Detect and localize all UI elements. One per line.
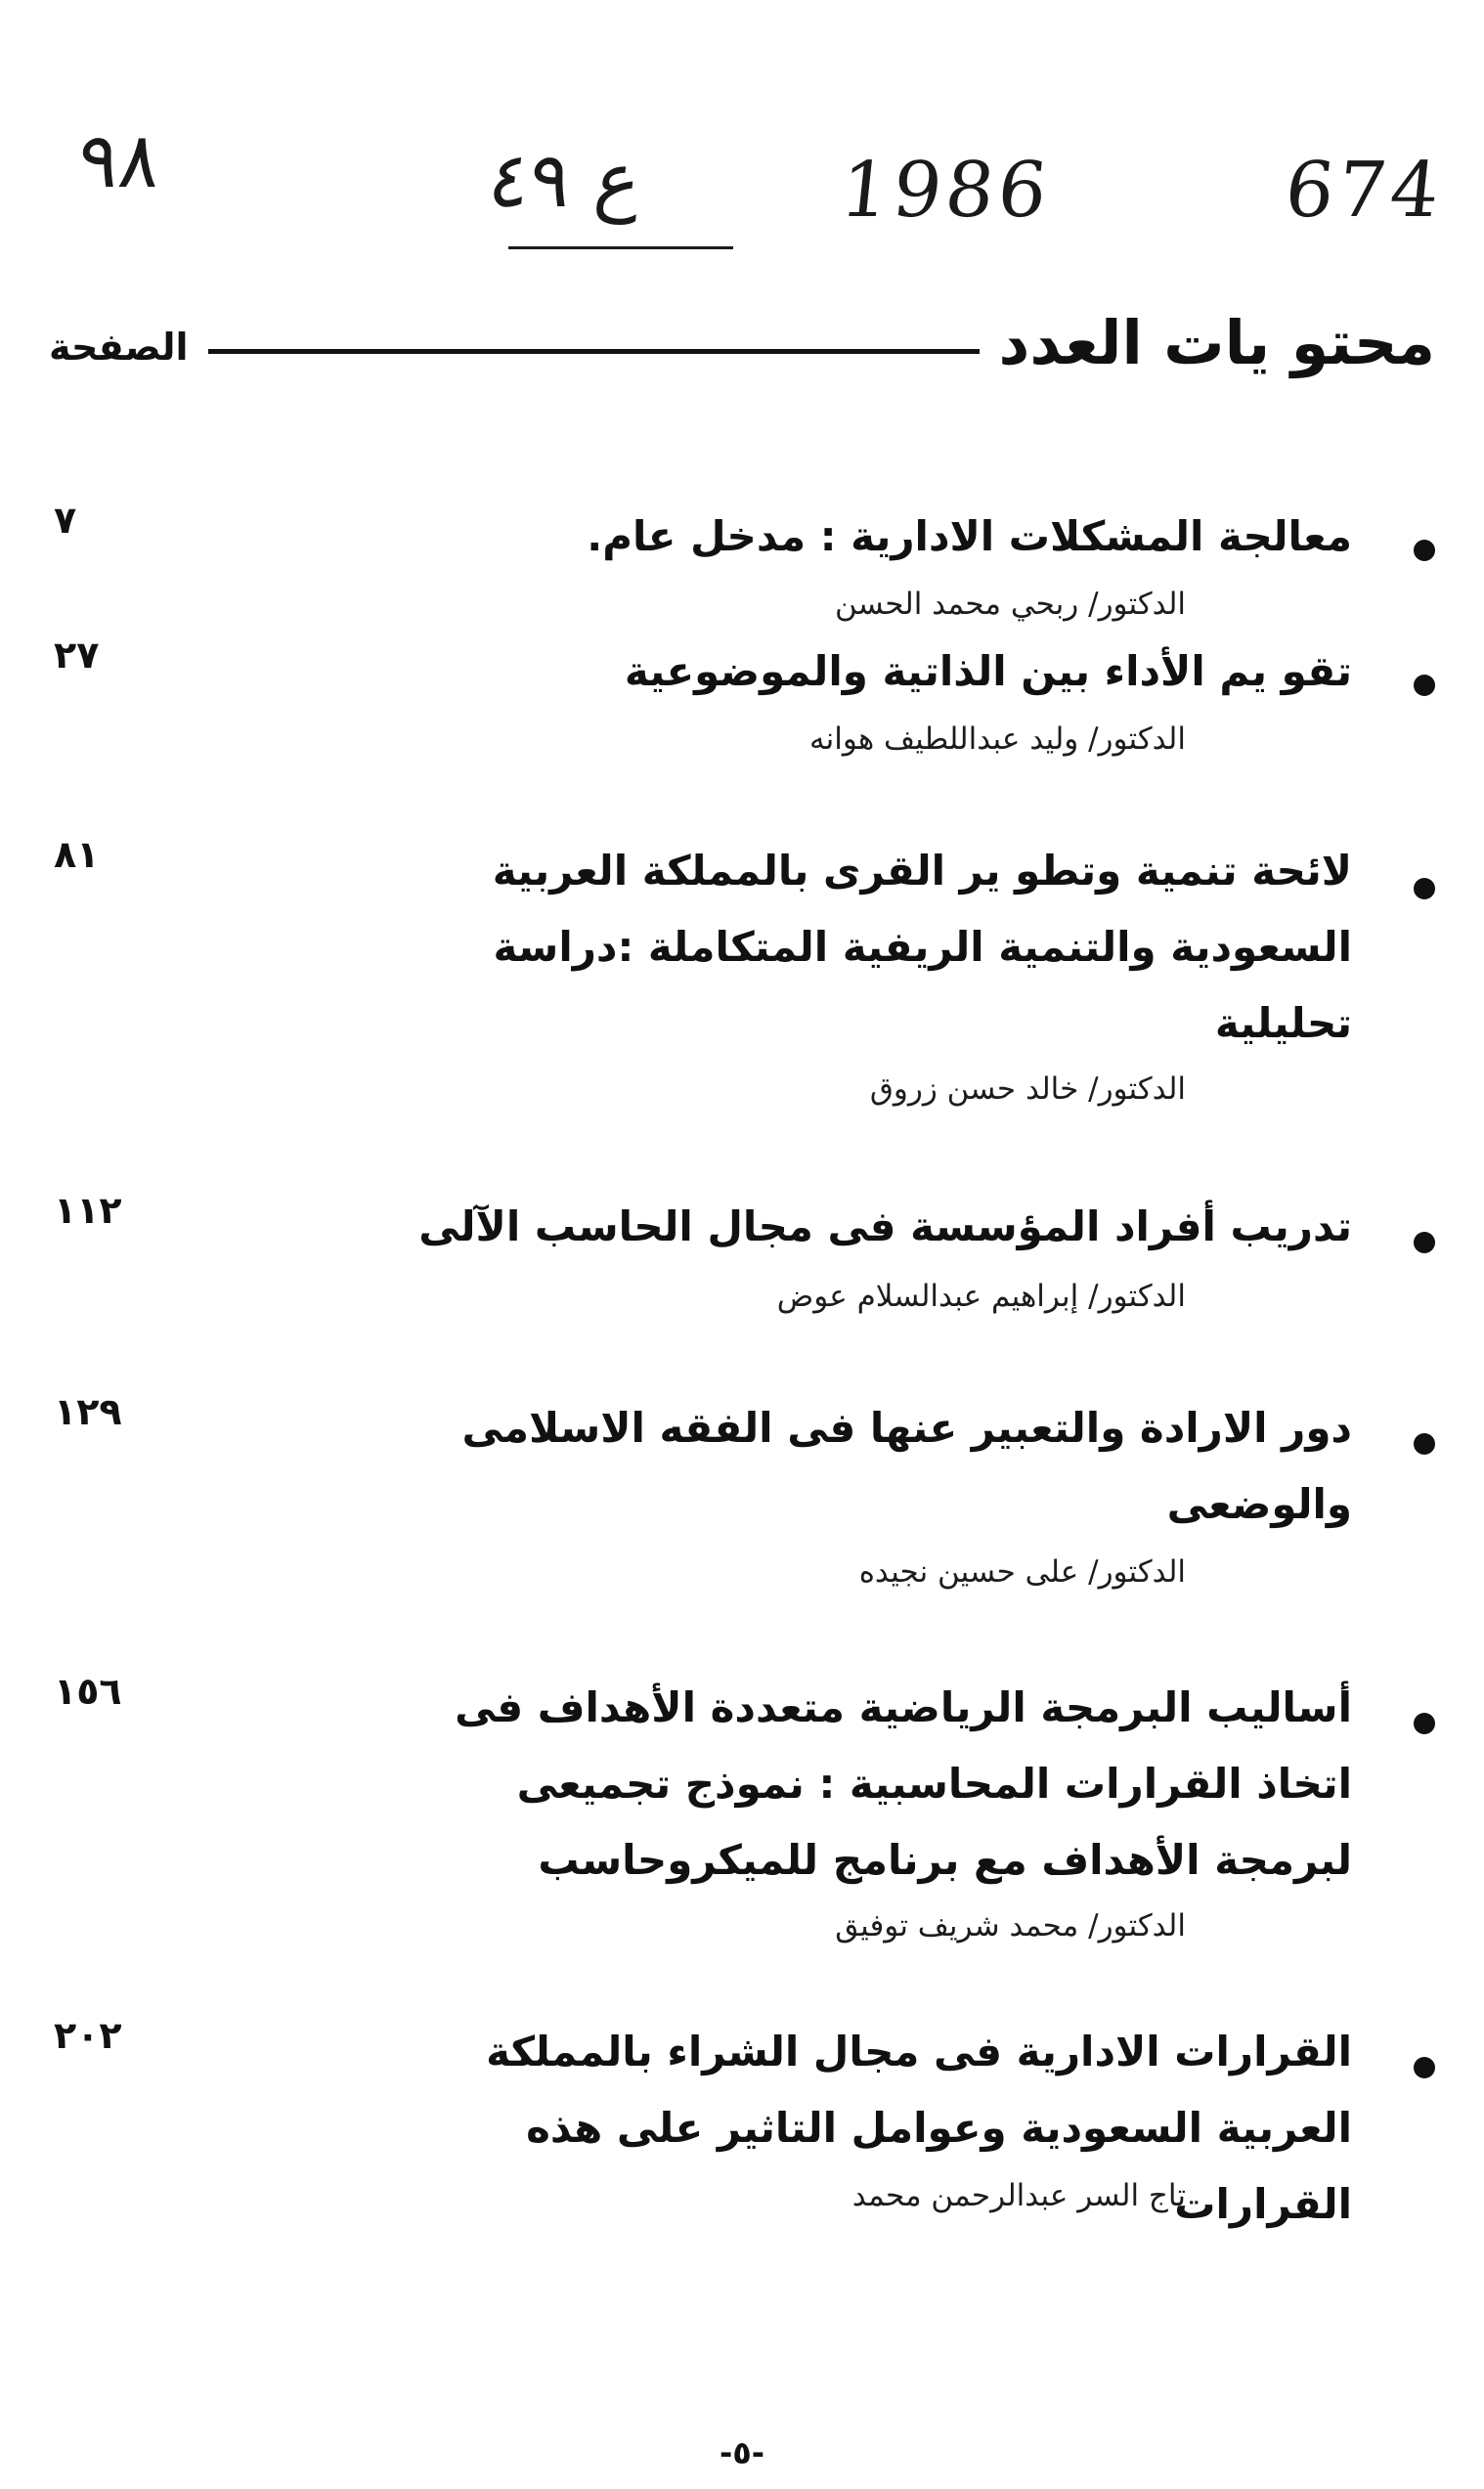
entry-page-number: ١١٢ [54,1189,122,1232]
entry-title: القرارات الادارية فى مجال الشراء بالمملكة العربية السعودية وعوامل التاثير على هذه القرارات [486,2028,1352,2228]
entry-page-number: ٢٧ [54,633,100,677]
entry-author: الدكتور/ إبراهيم عبدالسلام عوض [776,1279,1186,1314]
entry-title: دور الارادة والتعبير عنها فى الفقه الاسلامى والوضعى [461,1404,1352,1528]
handwritten-code: 674 [1281,147,1448,235]
entry-title: معالجة المشكلات الادارية : مدخل عام. [587,512,1352,560]
entry-title: أساليب البرمجة الرياضية متعددة الأهداف فى اتخاذ القرارات المحاسبية : نموذج تجميعى لبرمجة الأهداف مع برنامج للميكروحاسب [455,1683,1352,1884]
footer-page-number: -٥- [719,2434,765,2471]
entry-author: الدكتور/ ربحي محمد الحسن [834,587,1186,622]
entry-page-number: ٧ [54,499,77,542]
page-title: محتو يات العدد [998,306,1435,378]
bullet-icon [1414,1433,1435,1455]
handwritten-issue-ref: ٩٨ [73,117,165,205]
entry-author: الدكتور/ على حسين نجيده [858,1554,1186,1590]
entry-author: تاج السر عبدالرحمن محمد [851,2178,1186,2213]
entry-page-number: ١٥٦ [54,1670,122,1713]
page-column-label: الصفحة [49,326,189,369]
entry-title: لائحة تنمية وتطو ير القرى بالمملكة العربية السعودية والتنمية الريفية المتكاملة :دراسة تحليلية [492,847,1352,1047]
entry-page-number: ٨١ [54,833,100,876]
entry-title: تقو يم الأداء بين الذاتية والموضوعية [624,647,1352,695]
entry-page-number: ٢٠٢ [54,2014,122,2057]
entry-title: تدريب أفراد المؤسسة فى مجال الحاسب الآلى [418,1202,1352,1250]
entry-author: الدكتور/ وليد عبداللطيف هوانه [808,721,1186,757]
entry-page-number: ١٢٩ [54,1390,122,1433]
entry-author: الدكتور/ خالد حسن زروق [869,1071,1186,1107]
handwritten-underline [508,246,733,249]
entry-author: الدكتور/ محمد شريف توفيق [835,1908,1186,1943]
bullet-icon [1414,540,1435,561]
bullet-icon [1414,1713,1435,1734]
handwritten-year: 1986 [836,147,1056,235]
bullet-icon [1414,675,1435,696]
bullet-icon [1414,1232,1435,1253]
handwritten-volume-ref: ع ٤٩ [484,137,645,225]
toc-header [49,293,1435,391]
header-rule [208,349,980,354]
bullet-icon [1414,2057,1435,2078]
bullet-icon [1414,878,1435,899]
